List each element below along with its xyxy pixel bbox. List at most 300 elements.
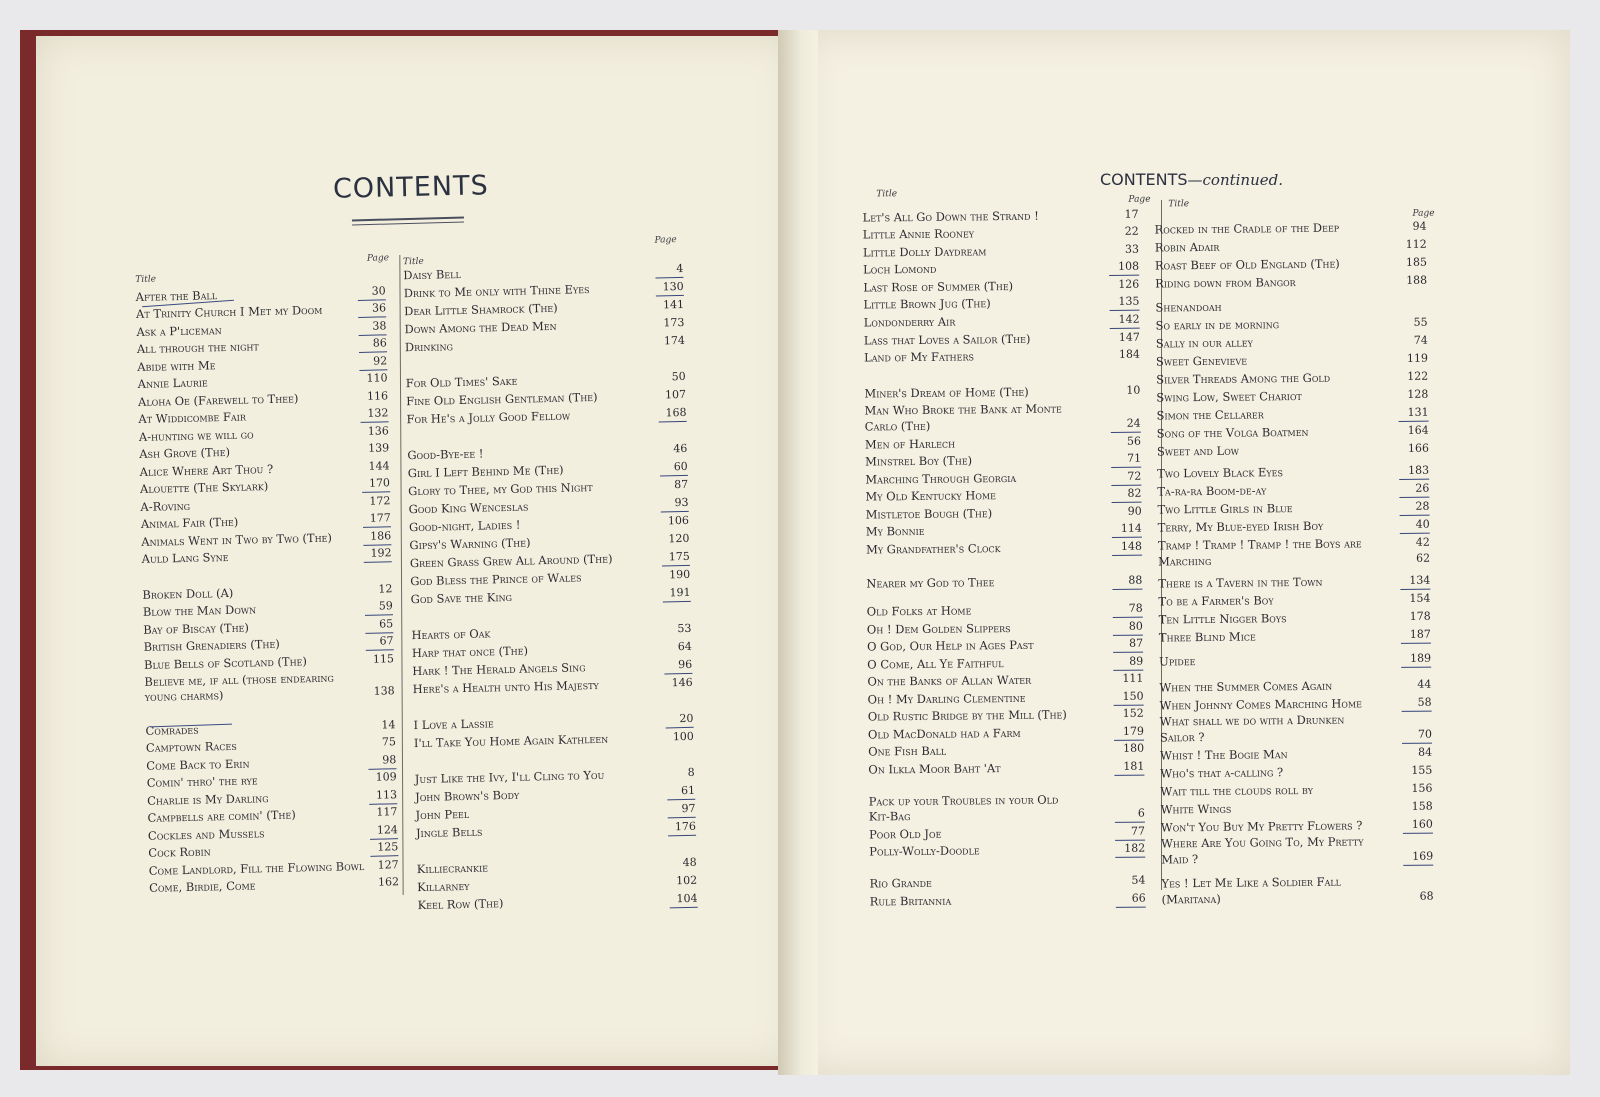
contents-entry	[1156, 333, 1428, 352]
entry-title: Abide with Me	[137, 358, 216, 374]
contents-entry	[863, 294, 1139, 313]
entry-page-number: 88	[1112, 573, 1142, 590]
entry-page-number: 92	[359, 353, 387, 371]
contents-entry	[866, 539, 1142, 558]
entry-title: Miner's Dream of Home (The)	[864, 384, 1029, 401]
contents-entry	[868, 706, 1144, 725]
entry-page-number: 48	[682, 855, 697, 870]
contents-entry	[867, 671, 1143, 690]
entry-title: Man Who Broke the Bank at Monte	[864, 401, 1062, 418]
entry-title: Charlie is My Darling	[146, 791, 269, 808]
entry-title: Just Like the Ivy, I'll Cling to You	[414, 767, 605, 787]
entry-title: At Widdicombe Fair	[138, 409, 247, 426]
entry-page-number: 139	[368, 441, 390, 455]
entry-page-number: 54	[1131, 873, 1146, 887]
entry-page-number: 86	[359, 335, 387, 353]
contents-entry	[867, 636, 1143, 655]
contents-entry	[863, 277, 1139, 296]
entry-page-number: 38	[358, 318, 386, 336]
entry-page-number: 138	[373, 684, 395, 698]
entry-page-number: 158	[1411, 799, 1433, 813]
entry-page-number: 8	[687, 765, 695, 779]
entry-title: For Old Times' Sake	[405, 373, 518, 391]
contents-entry	[866, 521, 1142, 540]
entry-title: Ash Grove (The)	[139, 444, 231, 461]
contents-entry	[870, 891, 1146, 910]
contents-entry	[869, 806, 1145, 825]
entry-page-number: 80	[1113, 619, 1143, 636]
entry-page-number: 128	[1407, 387, 1429, 401]
entry-title: When Johnny Comes Marching Home	[1159, 696, 1363, 713]
page-header: Page	[366, 253, 390, 264]
contents-entry	[1159, 651, 1431, 670]
entry-page-number: 125	[370, 839, 398, 857]
entry-page-number: 132	[360, 405, 388, 423]
heading-suffix: —continued.	[1187, 171, 1284, 189]
entry-title: Minstrel Boy (The)	[865, 453, 973, 469]
entry-page-number: 156	[1411, 781, 1433, 795]
contents-entry	[1161, 849, 1433, 868]
entry-page-number: 59	[365, 598, 393, 616]
contents-entry	[1156, 315, 1428, 334]
entry-page-number: 154	[1409, 591, 1431, 605]
entry-page-number: 164	[1407, 423, 1429, 437]
entry-page-number: 114	[1112, 521, 1142, 538]
entry-page-number: 56	[1126, 434, 1141, 448]
book-gutter	[778, 30, 818, 1075]
entry-title: My Bonnie	[865, 523, 925, 539]
entry-page-number: 74	[1413, 333, 1428, 347]
entry-title: Camptown Races	[145, 738, 237, 755]
entry-page-number: 50	[671, 369, 686, 384]
contents-entry	[1160, 745, 1432, 764]
entry-title: Two Lovely Black Eyes	[1157, 465, 1284, 481]
entry-page-number: 71	[1111, 451, 1141, 468]
entry-page-number: 150	[1114, 689, 1144, 706]
entry-title: At Trinity Church I Met my Doom	[135, 302, 323, 321]
entry-page-number: 182	[1115, 841, 1145, 858]
entry-page-number: 142	[1110, 312, 1140, 329]
entry-title: Blue Bells of Scotland (The)	[143, 654, 308, 672]
contents-entry	[865, 486, 1141, 505]
entry-title: Drinking	[404, 339, 454, 355]
entry-page-number: 20	[665, 711, 693, 729]
entry-page-number: 42	[1415, 535, 1430, 549]
entry-page-number: 100	[672, 729, 695, 744]
entry-title: Little Annie Rooney	[862, 226, 975, 242]
entry-title: Drink to Me only with Thine Eyes	[403, 282, 590, 301]
entry-page-number: 90	[1127, 504, 1142, 518]
entry-page-number: 112	[1405, 237, 1427, 251]
entry-title: Wait till the clouds roll by	[1160, 782, 1314, 799]
entry-page-number: 82	[1111, 486, 1141, 503]
entry-page-number: 72	[1111, 469, 1141, 486]
entry-page-number: 168	[658, 405, 686, 423]
entry-title: When the Summer Comes Again	[1159, 678, 1333, 695]
entry-page-number: 189	[1401, 651, 1431, 668]
title-header: Title	[402, 256, 424, 268]
entry-title: Cockles and Mussels	[147, 826, 265, 843]
entry-title: Tramp ! Tramp ! Tramp ! the Boys are	[1157, 536, 1362, 553]
contents-entry	[867, 601, 1143, 620]
entry-page-number: 135	[1109, 294, 1139, 311]
entry-title: Killiecrankie	[416, 860, 489, 877]
entry-page-number: 22	[1124, 224, 1139, 238]
entry-title: Animals Went in Two by Two (The)	[141, 530, 333, 549]
entry-title: Shenandoah	[1155, 299, 1222, 315]
contents-entry	[868, 724, 1144, 743]
contents-entry	[1155, 297, 1427, 316]
contents-entry	[863, 224, 1139, 243]
entry-title: Lass that Loves a Sailor (The)	[863, 331, 1031, 348]
entry-page-number: 191	[662, 585, 690, 603]
entry-title: Harp that once (The)	[411, 643, 529, 661]
entry-page-number: 177	[363, 510, 391, 528]
contents-entry	[866, 573, 1142, 592]
contents-entry	[868, 741, 1144, 760]
contents-entry	[1157, 481, 1429, 500]
entry-page-number: 188	[1406, 273, 1428, 287]
contents-entry	[1160, 727, 1432, 746]
entry-page-number: 166	[1407, 441, 1429, 455]
entry-title: Auld Lang Syne	[141, 549, 229, 566]
entry-page-number: 65	[365, 616, 393, 634]
entry-title: Won't You Buy My Pretty Flowers ?	[1160, 818, 1363, 835]
contents-entry	[1157, 441, 1429, 460]
entry-title: Rule Britannia	[869, 893, 952, 909]
contents-entry	[1160, 763, 1432, 782]
entry-title: Song of the Volga Boatmen	[1156, 424, 1309, 441]
entry-title: Where Are You Going To, My Pretty	[1160, 834, 1364, 851]
entry-title: Animal Fair (The)	[140, 514, 239, 531]
contents-entry	[865, 451, 1141, 470]
entry-page-number: 28	[1399, 499, 1429, 516]
contents-entry	[1161, 799, 1433, 818]
entry-page-number: 94	[1412, 219, 1427, 233]
entry-page-number: 6	[1115, 806, 1145, 823]
entry-title: Oh ! My Darling Clementine	[867, 690, 1026, 707]
page-header: Page	[1412, 208, 1435, 219]
entry-title: Three Blind Mice	[1158, 629, 1256, 645]
entry-page-number: 4	[655, 261, 683, 279]
entry-page-number: 162	[377, 875, 400, 889]
entry-title: Cock Robin	[148, 844, 211, 860]
entry-title: Alouette (The Skylark)	[139, 479, 269, 496]
contents-heading: CONTENTS	[332, 170, 490, 205]
entry-page-number: 78	[1113, 601, 1143, 618]
entry-page-number: 175	[662, 549, 690, 567]
entry-title: There is a Tavern in the Town	[1158, 574, 1323, 591]
entry-page-number: 24	[1111, 416, 1141, 433]
entry-title: Campbells are comin' (The)	[147, 807, 296, 825]
contents-entry	[1156, 351, 1428, 370]
entry-title: Come Back to Erin	[146, 756, 250, 773]
entry-title: All through the night	[136, 339, 259, 356]
entry-title: O God, Our Help in Ages Past	[866, 637, 1034, 654]
entry-title: A-Roving	[140, 498, 191, 514]
entry-page-number: 14	[381, 718, 396, 732]
left-column-2	[402, 235, 700, 913]
entry-title: Glory to Thee, my God this Night	[408, 480, 593, 499]
entry-title: To be a Farmer's Boy	[1158, 593, 1274, 609]
contents-entry	[1156, 405, 1428, 424]
entry-page-number: 122	[1407, 369, 1429, 383]
entry-page-number: 44	[1417, 677, 1432, 691]
entry-page-number: 113	[369, 787, 397, 805]
entry-page-number: 17	[1124, 207, 1139, 221]
entry-title: For He's a Jolly Good Fellow	[406, 408, 571, 427]
entry-title: I'll Take You Home Again Kathleen	[413, 731, 609, 751]
left-column-1	[135, 253, 407, 895]
entry-title: Killarney	[417, 878, 470, 895]
entry-title: Fine Old English Gentleman (The)	[406, 389, 598, 409]
entry-title: Last Rose of Summer (The)	[863, 278, 1014, 295]
contents-entry	[864, 330, 1140, 349]
entry-title: John Brown's Body	[415, 787, 520, 805]
entry-title: Old Folks at Home	[866, 603, 972, 619]
contents-entry	[865, 416, 1141, 435]
entry-page-number: 174	[663, 333, 686, 348]
entry-title: My Grandfather's Clock	[865, 541, 1001, 557]
contents-entry	[1155, 273, 1427, 292]
entry-title: One Fish Ball	[868, 743, 947, 759]
entry-title: Gipsy's Warning (The)	[409, 535, 531, 553]
contents-entry	[862, 207, 1138, 226]
entry-title: Little Brown Jug (The)	[863, 296, 991, 312]
entry-title: Come Landlord, Fill the Flowing Bowl	[148, 858, 365, 878]
entry-title: On Ilkla Moor Baht 'At	[868, 761, 1001, 777]
contents-entry	[864, 312, 1140, 331]
entry-page-number: 68	[1419, 889, 1434, 903]
entry-title: Come, Birdie, Come	[148, 878, 256, 895]
entry-page-number: 190	[669, 567, 691, 582]
right-column-1	[862, 189, 1159, 909]
entry-title: Down Among the Dead Men	[404, 318, 557, 337]
entry-page-number: 172	[369, 494, 391, 508]
entry-page-number: 130	[655, 279, 683, 297]
entry-page-number: 120	[668, 531, 690, 546]
entry-page-number: 53	[677, 621, 692, 636]
entry-page-number: 108	[1109, 259, 1139, 276]
entry-title: Swing Low, Sweet Chariot	[1156, 388, 1302, 405]
title-header: Title	[135, 274, 157, 286]
entry-title: Hark ! The Herald Angels Sing	[412, 660, 586, 679]
contents-entry	[864, 383, 1140, 402]
entry-title: Nearer my God to Thee	[866, 575, 995, 591]
entry-page-number: 75	[381, 735, 397, 749]
entry-page-number: 87	[1113, 636, 1143, 653]
entry-title: My Old Kentucky Home	[865, 488, 997, 504]
entry-title: Poor Old Joe	[868, 826, 942, 842]
entry-title: Kit-Bag	[868, 809, 911, 824]
entry-title: Two Little Girls in Blue	[1157, 501, 1293, 517]
contents-entry	[865, 469, 1141, 488]
entry-title: Comrades	[145, 722, 199, 738]
contents-entry	[1160, 781, 1432, 800]
entry-title: Green Grass Grew All Around (The)	[409, 551, 613, 571]
entry-page-number: 40	[1400, 517, 1430, 534]
entry-title: Girl I Left Behind Me (The)	[407, 462, 564, 481]
contents-entry	[868, 759, 1144, 778]
contents-entry	[1157, 463, 1429, 482]
entry-page-number: 134	[1400, 573, 1430, 590]
contents-entry	[1155, 255, 1427, 274]
entry-title: Old MacDonald had a Farm	[867, 725, 1021, 742]
entry-title: Daisy Bell	[403, 266, 461, 283]
contents-entry	[868, 689, 1144, 708]
entry-page-number: 77	[1115, 824, 1145, 841]
entry-page-number: 141	[662, 297, 685, 312]
entry-title: Yes ! Let Me Like a Soldier Fall	[1161, 874, 1342, 891]
entry-title: Ask a P'liceman	[136, 323, 222, 339]
entry-title: Men of Harlech	[864, 436, 956, 452]
entry-page-number: 96	[664, 657, 692, 675]
entry-page-number: 36	[358, 300, 386, 318]
contents-entry	[1159, 609, 1431, 628]
entry-title: Robin Adair	[1154, 239, 1220, 255]
entry-title: Polly-Wolly-Doodle	[869, 843, 980, 859]
entry-title: Pack up your Troubles in your Old	[868, 792, 1059, 809]
entry-page-number: 148	[1112, 539, 1142, 556]
entry-title: What shall we do with a Drunken	[1159, 712, 1345, 729]
entry-title: Hearts of Oak	[411, 626, 491, 643]
contents-entry	[1157, 423, 1429, 442]
entry-title: O Come, All Ye Faithful	[867, 656, 1004, 672]
entry-title: Simon the Cellarer	[1156, 407, 1264, 423]
entry-page-number: 155	[1411, 763, 1433, 777]
entry-title: Little Dolly Daydream	[862, 244, 987, 260]
contents-entry	[1155, 219, 1427, 238]
entry-title: Here's a Health unto His Majesty	[412, 677, 599, 697]
entry-title: Keel Row (The)	[417, 896, 504, 913]
entry-title: Land of My Fathers	[863, 349, 975, 365]
entry-page-number: 180	[1123, 741, 1145, 755]
entry-title: Silver Threads Among the Gold	[1156, 370, 1331, 387]
entry-page-number: 192	[363, 545, 391, 563]
entry-title: Sweet Genevieve	[1155, 353, 1248, 369]
entry-title: So early in de morning	[1155, 317, 1280, 333]
entry-title: Good King Wenceslas	[408, 499, 529, 517]
entry-page-number: 62	[1415, 551, 1431, 565]
entry-title: Loch Lomond	[863, 261, 937, 277]
contents-entry	[1162, 889, 1434, 908]
entry-page-number: 87	[673, 477, 689, 492]
entry-page-number: 176	[668, 819, 696, 837]
entry-title: (Maritana)	[1161, 891, 1221, 907]
entry-page-number: 102	[675, 873, 698, 888]
entry-page-number: 147	[1118, 330, 1140, 344]
entry-title: Old Rustic Bridge by the Mill (The)	[867, 707, 1067, 724]
entry-title: Maid ?	[1161, 852, 1199, 867]
contents-entry	[867, 654, 1143, 673]
entry-title: British Grenadiers (The)	[143, 636, 280, 654]
entry-page-number: 33	[1124, 242, 1139, 256]
right-column-2	[1154, 197, 1443, 910]
entry-page-number: 184	[1118, 347, 1141, 361]
entry-page-number: 89	[1113, 654, 1143, 671]
contents-entry	[1159, 677, 1431, 696]
contents-entry	[864, 347, 1140, 366]
entry-title: A-hunting we will go	[138, 427, 254, 444]
entry-page-number: 144	[368, 459, 390, 473]
entry-title: Rio Grande	[869, 875, 932, 891]
entry-title: young charms)	[144, 688, 224, 704]
entry-page-number: 26	[1399, 481, 1429, 498]
entry-title: Terry, My Blue-eyed Irish Boy	[1157, 518, 1324, 535]
title-header: Title	[876, 189, 898, 200]
entry-page-number: 136	[367, 424, 389, 438]
contents-entry	[866, 504, 1142, 523]
entry-page-number: 131	[1398, 405, 1428, 422]
entry-page-number: 115	[372, 652, 395, 666]
entry-page-number: 124	[370, 822, 398, 840]
entry-page-number: 169	[1403, 849, 1433, 866]
contents-entry	[1157, 499, 1429, 518]
entry-page-number: 178	[1409, 609, 1431, 623]
entry-page-number: 111	[1122, 671, 1144, 685]
entry-title: On the Banks of Allan Water	[867, 672, 1032, 689]
entry-title: Aloha Oe (Farewell to Thee)	[137, 391, 299, 409]
entry-title: God Bless the Prince of Wales	[410, 570, 582, 589]
contents-entry	[1158, 551, 1430, 570]
entry-page-number: 58	[1401, 695, 1431, 712]
entry-page-number: 160	[1403, 817, 1433, 834]
contents-entry	[863, 259, 1139, 278]
entry-page-number: 30	[357, 283, 385, 301]
contents-entry	[1158, 517, 1430, 536]
entry-page-number	[366, 668, 394, 669]
entry-title: Whist ! The Bogie Man	[1160, 747, 1288, 763]
entry-page-number: 70	[1402, 727, 1432, 744]
entry-page-number: 97	[667, 801, 695, 819]
entry-page-number: 116	[366, 389, 389, 403]
entry-page-number: 93	[660, 495, 688, 513]
entry-title: Believe me, if all (those endearing	[144, 670, 334, 689]
entry-page-number: 46	[673, 441, 688, 456]
entry-title: Roast Beef of Old England (The)	[1154, 256, 1340, 273]
entry-title: Blow the Man Down	[142, 602, 257, 619]
entry-title: God Save the King	[410, 589, 513, 607]
entry-page-number: 10	[1126, 383, 1141, 397]
entry-title: Londonderry Air	[863, 314, 956, 330]
entry-page-number: 185	[1405, 255, 1428, 269]
contents-entry	[1156, 387, 1428, 406]
contents-entry	[867, 619, 1143, 638]
entry-title: White Wings	[1160, 801, 1232, 817]
entry-page-number: 187	[1401, 627, 1431, 644]
contents-entry	[863, 242, 1139, 261]
entry-page-number: 107	[664, 387, 687, 402]
heading-main: CONTENTS	[1100, 170, 1188, 189]
entry-title: Bay of Biscay (The)	[143, 620, 250, 637]
contents-entry	[869, 841, 1145, 860]
entry-page-number: 186	[363, 528, 391, 546]
contents-entry	[869, 873, 1145, 892]
entry-page-number: 66	[1116, 891, 1146, 908]
contents-entry	[1155, 237, 1427, 256]
entry-page-number: 127	[377, 858, 399, 872]
entry-title: After the Ball	[135, 288, 218, 304]
page-header: Page	[1128, 194, 1151, 205]
entry-title: Rocked in the Cradle of the Deep	[1154, 220, 1340, 237]
entry-title: Ten Little Nigger Boys	[1158, 611, 1287, 627]
entry-title: Sweet and Low	[1156, 443, 1240, 459]
entry-page-number: 110	[366, 371, 388, 385]
entry-title: Marching Through Georgia	[865, 470, 1017, 487]
entry-page-number: 84	[1418, 745, 1433, 759]
entry-title: Oh ! Dem Golden Slippers	[866, 621, 1011, 637]
contents-continued-heading	[1100, 170, 1283, 189]
